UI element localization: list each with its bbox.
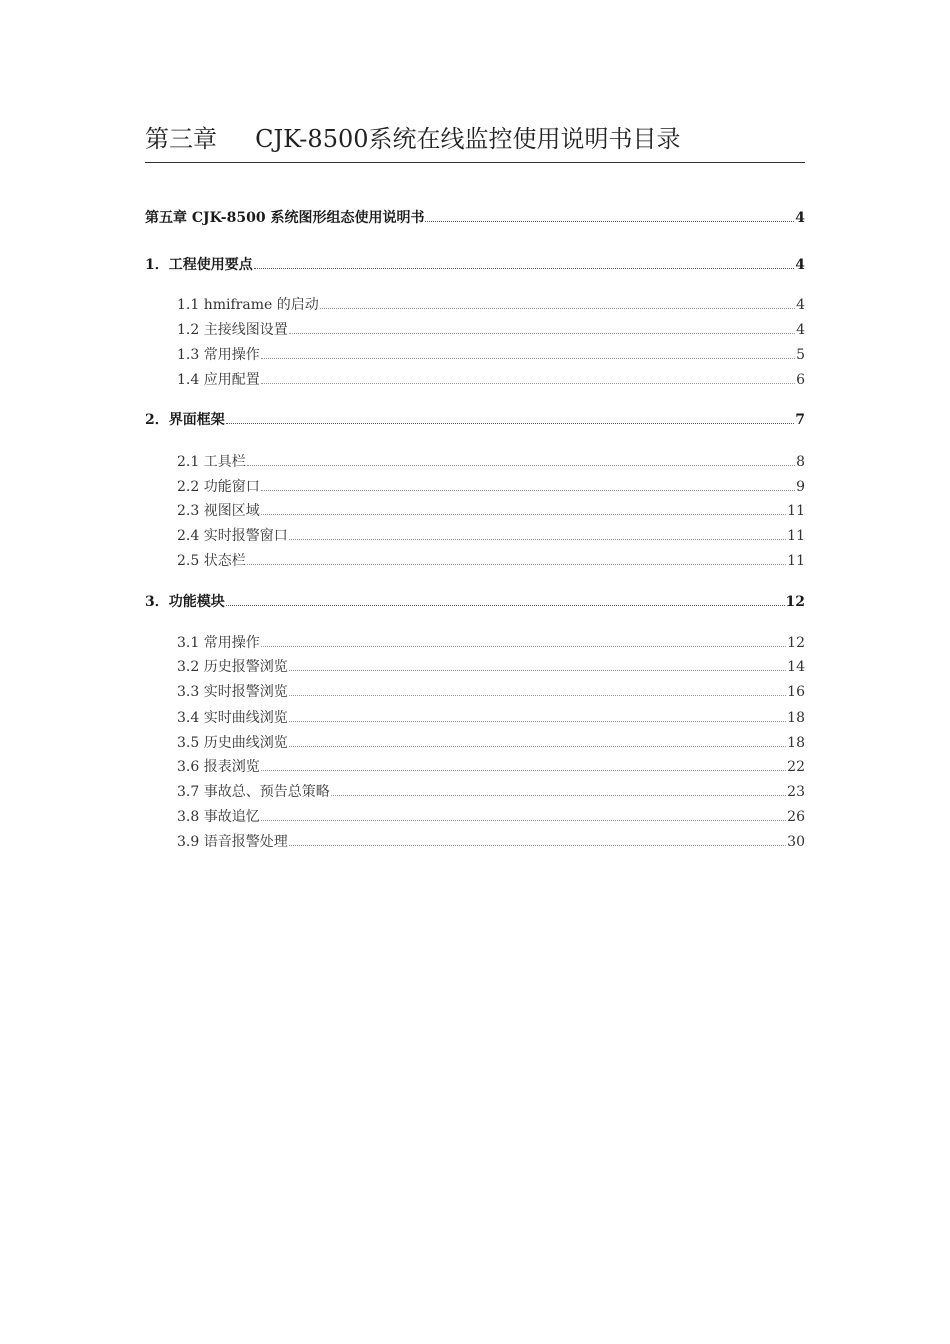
toc-entry-label: 3．功能模块	[145, 594, 225, 610]
toc-entry[interactable]	[177, 476, 805, 498]
toc-entry-page: 4	[796, 297, 805, 313]
toc-entry-label: 2.4 实时报警窗口	[177, 528, 288, 544]
toc-entry-page: 30	[787, 834, 805, 850]
toc-leader	[425, 221, 794, 222]
title-divider	[145, 162, 805, 163]
toc-leader	[331, 795, 786, 796]
toc-leader	[261, 820, 786, 821]
toc-entry-page: 9	[796, 479, 805, 495]
toc-leader	[261, 646, 786, 647]
toc-entry-page: 11	[787, 528, 805, 544]
toc-entry-page: 12	[787, 635, 805, 651]
toc-entry-label: 2.3 视图区域	[177, 503, 260, 519]
toc-entry[interactable]	[177, 831, 805, 853]
toc-entry-label: 3.1 常用操作	[177, 635, 260, 651]
toc-leader	[261, 514, 786, 515]
toc-entry[interactable]	[177, 806, 805, 828]
toc-leader	[261, 383, 795, 384]
toc-entry-page: 4	[796, 322, 805, 338]
toc-entry[interactable]	[145, 254, 805, 276]
toc-leader	[226, 423, 795, 424]
toc-leader	[261, 490, 795, 491]
toc-entry[interactable]	[177, 550, 805, 572]
toc-entry-label: 3.2 历史报警浏览	[177, 659, 288, 675]
toc-leader	[289, 721, 786, 722]
toc-leader	[320, 308, 795, 309]
toc-entry-page: 8	[796, 454, 805, 470]
toc-entry-label: 3.5 历史曲线浏览	[177, 735, 288, 751]
toc-entry[interactable]	[177, 500, 805, 522]
toc-entry-page: 26	[787, 809, 805, 825]
toc-entry-label: 1.4 应用配置	[177, 372, 260, 388]
toc-entry-label: 1.3 常用操作	[177, 347, 260, 363]
toc-entry-page: 4	[795, 210, 805, 226]
toc-entry[interactable]	[177, 344, 805, 366]
document-page	[145, 0, 805, 1344]
toc-leader	[226, 605, 785, 606]
toc-entry-label: 1．工程使用要点	[145, 257, 253, 273]
toc-entry-page: 4	[795, 257, 805, 273]
toc-leader	[254, 268, 795, 269]
toc-entry[interactable]	[177, 756, 805, 778]
toc-entry-page: 12	[785, 594, 805, 610]
toc-leader	[261, 358, 795, 359]
toc-entry-page: 18	[787, 710, 805, 726]
toc-entry[interactable]	[177, 294, 805, 316]
toc-entry-page: 14	[787, 659, 805, 675]
toc-entry-page: 5	[796, 347, 805, 363]
toc-entry-label: 3.8 事故追忆	[177, 809, 260, 825]
toc-entry-page: 22	[787, 759, 805, 775]
toc-entry-label: 3.3 实时报警浏览	[177, 684, 288, 700]
toc-entry-label: 2.1 工具栏	[177, 454, 246, 470]
toc-leader	[289, 539, 786, 540]
toc-entry-label: 3.6 报表浏览	[177, 759, 260, 775]
toc-entry[interactable]	[177, 632, 805, 654]
toc-entry-page: 11	[787, 503, 805, 519]
toc-entry[interactable]	[177, 451, 805, 473]
toc-entry-label: 2.5 状态栏	[177, 553, 246, 569]
toc-entry-page: 18	[787, 735, 805, 751]
toc-entry-page: 23	[787, 784, 805, 800]
toc-entry[interactable]	[177, 656, 805, 678]
toc-entry[interactable]	[177, 369, 805, 391]
toc-entry[interactable]	[177, 732, 805, 754]
toc-leader	[289, 695, 786, 696]
toc-entry[interactable]	[177, 781, 805, 803]
toc-leader	[289, 845, 786, 846]
toc-entry-label: 1.2 主接线图设置	[177, 322, 288, 338]
toc-leader	[289, 746, 786, 747]
toc-leader	[289, 333, 795, 334]
toc-entry[interactable]	[177, 319, 805, 341]
toc-entry-label: 3.4 实时曲线浏览	[177, 710, 288, 726]
toc-entry-page: 7	[795, 412, 805, 428]
toc-entry-page: 11	[787, 553, 805, 569]
document-title: 第三章 CJK-8500系统在线监控使用说明书目录	[145, 125, 681, 153]
toc-leader	[261, 770, 786, 771]
toc-entry[interactable]	[177, 525, 805, 547]
toc-entry-page: 16	[787, 684, 805, 700]
toc-entry-label: 第五章 CJK-8500 系统图形组态使用说明书	[145, 210, 425, 226]
toc-entry[interactable]	[145, 591, 805, 613]
toc-entry-label: 3.9 语音报警处理	[177, 834, 288, 850]
toc-leader	[247, 564, 786, 565]
toc-leader	[247, 465, 795, 466]
toc-entry-label: 1.1 hmiframe 的启动	[177, 297, 319, 313]
toc-entry[interactable]	[177, 681, 805, 703]
toc-entry[interactable]	[177, 707, 805, 729]
toc-leader	[289, 670, 786, 671]
toc-entry-label: 2．界面框架	[145, 412, 225, 428]
toc-entry-label: 3.7 事故总、预告总策略	[177, 784, 330, 800]
toc-entry-page: 6	[796, 372, 805, 388]
toc-entry[interactable]	[145, 207, 805, 229]
toc-entry[interactable]	[145, 409, 805, 431]
toc-entry-label: 2.2 功能窗口	[177, 479, 260, 495]
